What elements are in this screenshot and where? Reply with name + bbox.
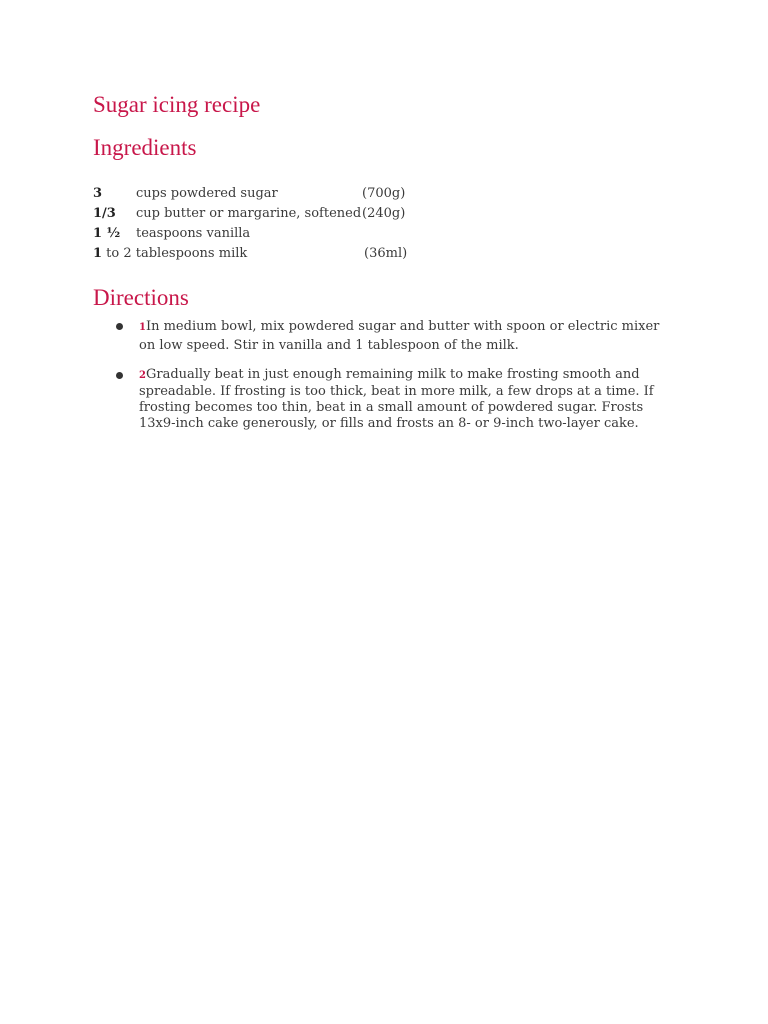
page-title: Sugar icing recipe [93,92,261,117]
ingredient-description: teaspoons vanilla [136,226,251,241]
ingredient-quantity: 3 [93,186,103,201]
direction-text [139,367,679,432]
bullet-icon [116,372,123,379]
ingredient-metric: (700g) [362,186,406,201]
ingredient-metric: (240g) [362,206,406,221]
ingredient-description: cups powdered sugar [136,186,278,201]
ingredients-heading: Ingredients [93,135,197,160]
ingredient-row [0,245,768,263]
step-number: 1 [139,322,146,333]
step-number: 2 [139,370,146,381]
ingredient-inline [93,245,247,263]
directions-heading: Directions [93,285,189,310]
ingredient-quantity: 1 ½ [93,226,121,241]
ingredient-quantity: 1 [93,246,103,261]
step-text: Gradually beat in just enough remaining milk to make frosting smooth and spreadable. If frosting is too thick, beat in more milk, a few drops at a time. If frosting becomes too thin, beat in a small amount of powdered sugar. Frosts 13x9-inch cake generously, or fills and frosts an 8- or 9-inch two-layer cake. [139,367,654,431]
ingredient-metric: (36ml) [364,246,408,261]
ingredient-row [0,225,768,243]
ingredient-row [0,205,768,223]
ingredient-description: to 2 tablespoons milk [102,246,248,261]
direction-text [139,318,679,355]
step-text: In medium bowl, mix powdered sugar and butter with spoon or electric mixer on low speed. Stir in vanilla and 1 tablespoon of the milk. [139,319,660,353]
ingredient-row [0,185,768,203]
bullet-icon [116,323,123,330]
ingredient-description: cup butter or margarine, softened [136,206,362,221]
ingredient-quantity: 1/3 [93,206,116,221]
